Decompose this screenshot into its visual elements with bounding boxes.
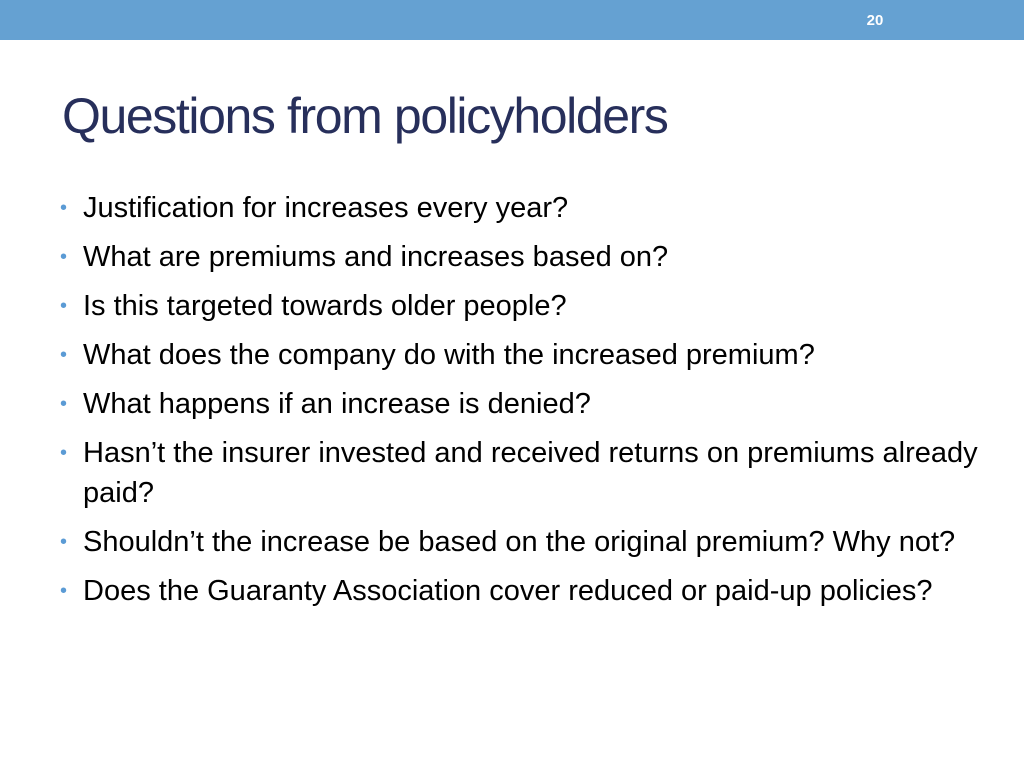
bullet-text: What happens if an increase is denied?: [83, 388, 591, 420]
bullet-icon: •: [60, 580, 68, 602]
bullet-icon: •: [60, 442, 68, 464]
bullet-item: [60, 433, 980, 513]
bullet-item: [60, 384, 980, 424]
bullet-icon: •: [60, 344, 68, 366]
bullet-text: Shouldn’t the increase be based on the original premium? Why not?: [83, 526, 956, 558]
top-accent-bar: [0, 0, 1024, 40]
bullet-list: [60, 188, 980, 620]
bullet-text: Does the Guaranty Association cover reduced or paid-up policies?: [83, 575, 933, 607]
bullet-text: Is this targeted towards older people?: [83, 290, 567, 322]
bullet-item: [60, 335, 980, 375]
bullet-item: [60, 286, 980, 326]
bullet-item: [60, 571, 980, 611]
bullet-text: Hasn’t the insurer invested and received returns on premiums already paid?: [83, 437, 978, 509]
bullet-item: [60, 522, 980, 562]
bullet-icon: •: [60, 246, 68, 268]
bullet-text: What are premiums and increases based on?: [83, 241, 669, 273]
bullet-text: Justification for increases every year?: [83, 192, 569, 224]
bullet-icon: •: [60, 531, 68, 553]
bullet-item: [60, 237, 980, 277]
bullet-text: What does the company do with the increased premium?: [83, 339, 815, 371]
bullet-icon: •: [60, 197, 68, 219]
slide-number: 20: [866, 12, 884, 29]
bullet-icon: •: [60, 295, 68, 317]
bullet-item: [60, 188, 980, 228]
slide-title: Questions from policyholders: [62, 88, 668, 144]
bullet-icon: •: [60, 393, 68, 415]
